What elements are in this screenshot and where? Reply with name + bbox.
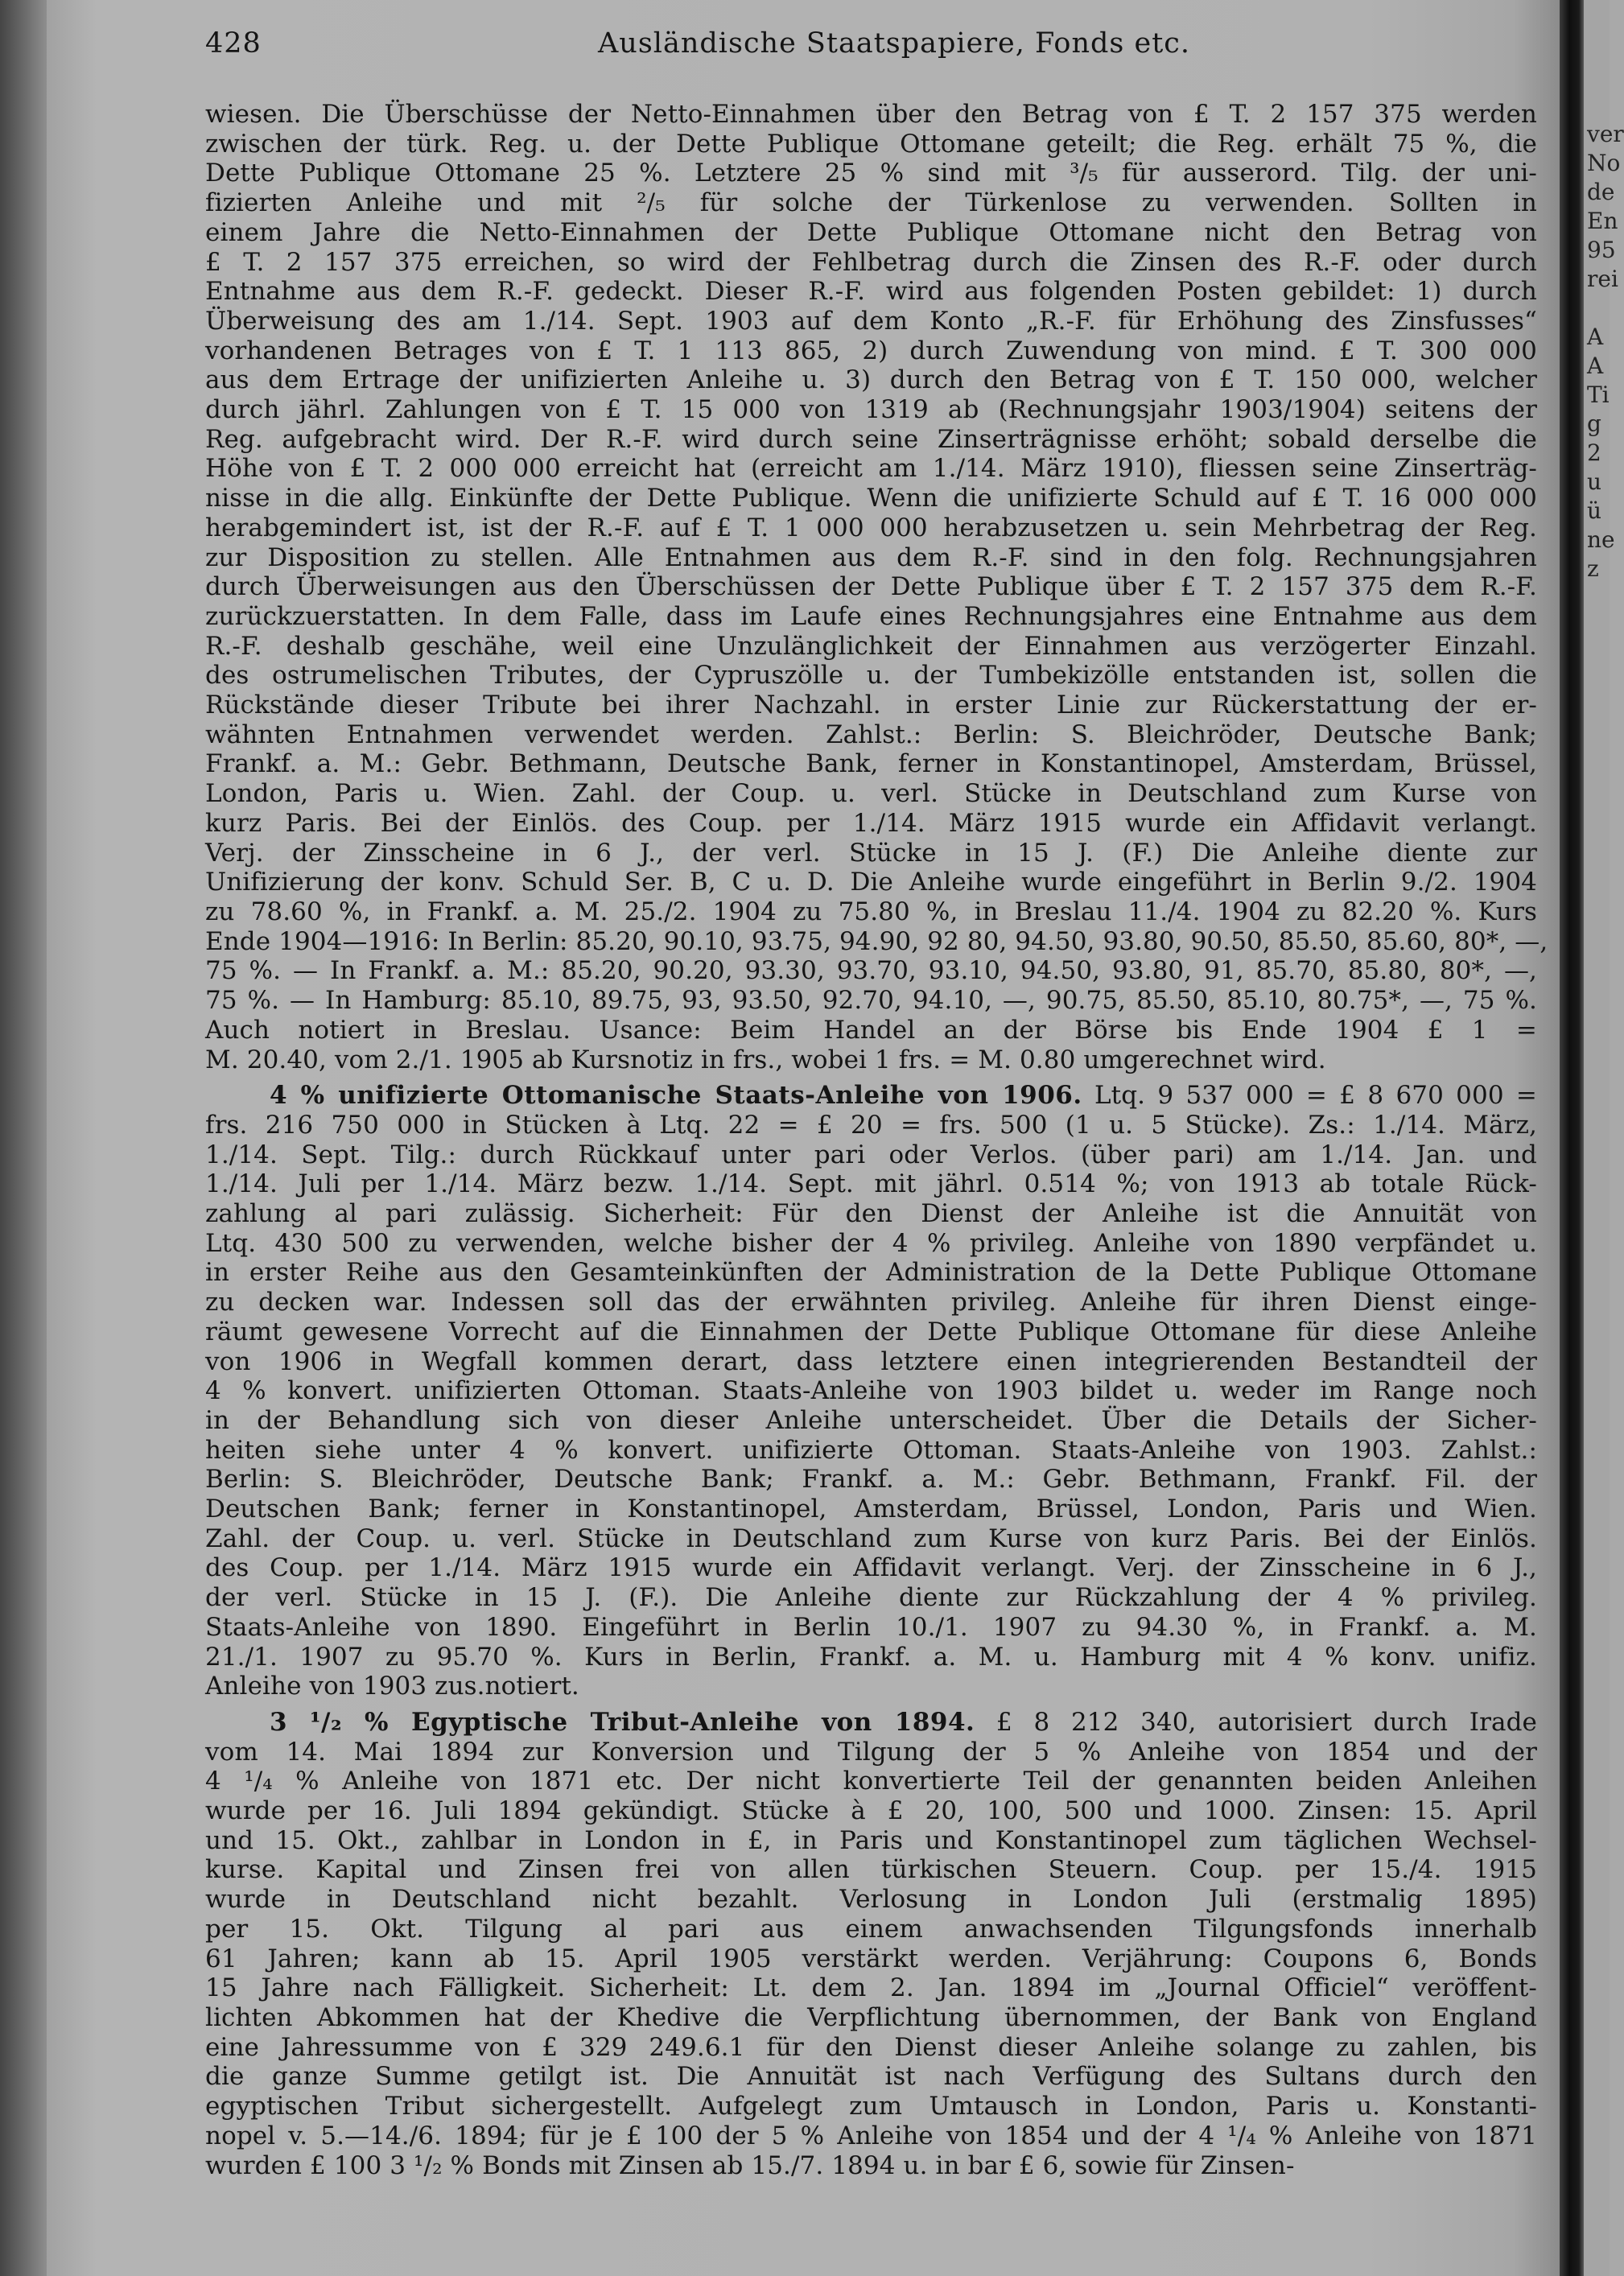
text-line <box>205 809 1537 839</box>
facing-page-fragment: de <box>1587 179 1615 205</box>
text-line <box>205 454 1537 484</box>
running-title: Ausländische Staatspapiere, Fonds etc. <box>598 27 1190 60</box>
paragraph-cont <box>205 100 1548 1074</box>
line-text: Reg. aufgebracht wird. Der R.-F. wird durch seine Zinserträgnisse erhöht; sobald derselbe die <box>205 424 1537 454</box>
line-text: des ostrumelischen Tributes, der Cypruszölle u. der Tumbekizölle entstanden ist, sollen die <box>205 661 1537 691</box>
line-text: Anleihe von 1903 zus.notiert. <box>205 1672 579 1701</box>
facing-page-fragment: ver <box>1587 121 1624 147</box>
line-text: Ltq. 9 537 000 = £ 8 670 000 = <box>1094 1081 1537 1111</box>
text-line <box>205 749 1537 779</box>
page-body <box>205 100 1548 2180</box>
line-text: Berlin: S. Bleichröder, Deutsche Bank; Frankf. a. M.: Gebr. Bethmann, Frankf. Fil. der <box>205 1465 1537 1495</box>
text-line <box>205 602 1537 632</box>
line-text: fizierten Anleihe und mit ²/₅ für solche der Türkenlose zu verwenden. Sollten in <box>205 188 1537 218</box>
text-line <box>205 868 1537 897</box>
line-text: zwischen der türk. Reg. u. der Dette Publique Ottomane geteilt; die Reg. erhält 75 %, die <box>205 129 1537 159</box>
section-heading: 4 % unifizierte Ottomanische Staats-Anleihe von 1906. <box>270 1081 1082 1111</box>
text-line <box>205 1111 1537 1140</box>
text-line <box>205 1524 1537 1554</box>
text-line <box>205 1140 1537 1170</box>
text-line <box>205 1944 1537 1974</box>
text-line <box>205 1796 1537 1826</box>
facing-page-fragment: g <box>1587 410 1601 437</box>
text-line <box>205 1553 1537 1583</box>
text-line <box>205 1708 1537 1738</box>
line-text: 15 Jahre nach Fälligkeit. Sicherheit: Lt. dem 2. Jan. 1894 im „Journal Officiel“ veröffent- <box>205 1973 1537 2003</box>
line-text: wurden £ 100 3 ¹/₂ % Bonds mit Zinsen ab 15./7. 1894 u. in bar £ 6, sowie für Zinsen- <box>205 2150 1295 2180</box>
text-line <box>205 632 1537 662</box>
line-text: 4 ¹/₄ % Anleihe von 1871 etc. Der nicht konvertierte Teil der genannten beiden Anleihen <box>205 1767 1537 1796</box>
text-line <box>205 2121 1537 2151</box>
line-text: wurde in Deutschland nicht bezahlt. Verlosung in London Juli (erstmalig 1895) <box>205 1885 1537 1915</box>
text-line <box>205 1885 1537 1915</box>
line-text: der verl. Stücke in 15 J. (F.). Die Anleihe diente zur Rückzahlung der 4 % privileg. <box>205 1583 1537 1613</box>
line-text: 21./1. 1907 zu 95.70 %. Kurs in Berlin, Frankf. a. M. u. Hamburg mit 4 % konv. unifiz. <box>205 1642 1537 1672</box>
text-line <box>205 365 1537 395</box>
text-line <box>205 1855 1537 1885</box>
line-text: 75 %. — In Hamburg: 85.10, 89.75, 93, 93.50, 92.70, 94.10, —, 90.75, 85.50, 85.10, 80.75*, —, 75 %. <box>205 986 1537 1016</box>
line-text: Frankf. a. M.: Gebr. Bethmann, Deutsche Bank, ferner in Konstantinopel, Amsterdam, Brüssel, <box>205 749 1537 779</box>
line-text: Ende 1904—1916: In Berlin: 85.20, 90.10, 93.75, 94.90, 92 80, 94.50, 93.80, 90.50, 85.50, 85.60, 80*, —, <box>205 926 1548 956</box>
text-line <box>205 248 1537 278</box>
page-number: 428 <box>205 27 262 60</box>
text-line <box>205 1317 1537 1347</box>
page <box>205 16 1548 2180</box>
line-text: zurückzuerstatten. In dem Falle, dass im Laufe eines Rechnungsjahres eine Entnahme aus dem <box>205 601 1537 631</box>
facing-page-fragment: rei <box>1587 266 1618 292</box>
text-line <box>205 130 1537 159</box>
line-text: kurse. Kapital und Zinsen frei von allen türkischen Steuern. Coup. per 15./4. 1915 <box>205 1855 1537 1885</box>
line-text: £ 8 212 340, autorisiert durch Irade <box>996 1707 1537 1737</box>
text-line <box>205 188 1537 218</box>
text-line <box>205 1973 1537 2003</box>
page-left-shadow <box>0 0 47 2276</box>
text-line <box>205 2033 1537 2063</box>
line-text: vorhandenen Betrages von £ T. 1 113 865, 2) durch Zuwendung von mind. £ T. 300 000 <box>205 336 1537 365</box>
facing-page-fragment: A <box>1587 324 1604 350</box>
text-line <box>205 839 1537 868</box>
line-text: zur Disposition zu stellen. Alle Entnahmen aus dem R.-F. sind in den folg. Rechnungsjahren <box>205 542 1537 572</box>
text-line <box>205 1465 1537 1495</box>
line-text: R.-F. deshalb geschähe, weil eine Unzulänglichkeit der Einnahmen aus verzögerter Einzahl. <box>205 631 1537 661</box>
line-text: vom 14. Mai 1894 zur Konversion und Tilgung der 5 % Anleihe von 1854 und der <box>205 1737 1537 1767</box>
text-line <box>205 1915 1537 1944</box>
text-line <box>205 1672 1537 1701</box>
line-text: Staats-Anleihe von 1890. Eingeführt in Berlin 10./1. 1907 zu 94.30 %, in Frankf. a. M. <box>205 1612 1537 1642</box>
text-line <box>205 1045 1537 1075</box>
text-line <box>205 691 1537 720</box>
text-line <box>205 956 1537 986</box>
line-text: Deutschen Bank; ferner in Konstantinopel, Amsterdam, Brüssel, London, Paris und Wien. <box>205 1495 1537 1524</box>
text-line <box>205 1613 1537 1643</box>
text-line <box>205 159 1537 188</box>
text-line <box>205 2062 1537 2092</box>
text-line <box>205 543 1537 573</box>
text-line <box>205 1583 1537 1613</box>
line-text: Rückstände dieser Tribute bei ihrer Nachzahl. in erster Linie zur Rückerstattung der er- <box>205 691 1537 720</box>
facing-page-fragment: 95 <box>1587 237 1616 263</box>
line-text: des Coup. per 1./14. März 1915 wurde ein Affidavit verlangt. Verj. der Zinsscheine in 6 J., <box>205 1553 1537 1583</box>
text-line <box>205 1495 1537 1524</box>
facing-page-fragment: u <box>1587 468 1602 495</box>
line-text: 75 %. — In Frankf. a. M.: 85.20, 90.20, 93.30, 93.70, 93.10, 94.50, 93.80, 91, 85.70, 85.80, 80*, —, <box>205 956 1537 986</box>
text-line <box>205 307 1537 336</box>
text-line <box>205 425 1537 455</box>
line-text: 1./14. Sept. Tilg.: durch Rückkauf unter pari oder Verlos. (über pari) am 1./14. Jan. und <box>205 1140 1537 1169</box>
text-line <box>205 484 1537 513</box>
line-text: aus dem Ertrage der unifizierten Anleihe u. 3) durch den Betrag von £ T. 150 000, welcher <box>205 365 1537 395</box>
text-line <box>205 926 1548 957</box>
line-text: in der Behandlung sich von dieser Anleihe unterscheidet. Über die Details der Sicher- <box>205 1405 1537 1435</box>
facing-page-fragment: ne <box>1587 526 1615 553</box>
line-text: Überweisung des am 1./14. Sept. 1903 auf dem Konto „R.-F. für Erhöhung des Zinsfusses“ <box>205 306 1537 336</box>
line-text: egyptischen Tribut sichergestellt. Aufgelegt zum Umtausch in London, Paris u. Konstanti- <box>205 2092 1537 2121</box>
text-line <box>205 1169 1537 1199</box>
line-text: herabgemindert ist, ist der R.-F. auf £ T. 1 000 000 herabzusetzen u. sein Mehrbetrag der Reg. <box>205 513 1537 542</box>
line-text: Entnahme aus dem R.-F. gedeckt. Dieser R.-F. wird aus folgenden Posten gebildet: 1) durch <box>205 277 1537 307</box>
facing-page-fragment: ü <box>1587 497 1602 524</box>
facing-page-fragments <box>1587 121 1624 584</box>
text-line <box>205 1376 1537 1406</box>
line-text: räumt gewesene Vorrecht auf die Einnahmen der Dette Publique Ottomane für diese Anleihe <box>205 1317 1537 1346</box>
text-line <box>205 2151 1537 2181</box>
text-line <box>205 720 1537 750</box>
text-line <box>205 1406 1537 1436</box>
text-line <box>205 779 1537 809</box>
text-line <box>205 2003 1537 2033</box>
line-text: Unifizierung der konv. Schuld Ser. B, C u. D. Die Anleihe wurde eingeführt in Berlin 9./2. 1904 <box>205 868 1537 897</box>
line-text: zahlung al pari zulässig. Sicherheit: Für den Dienst der Anleihe ist die Annuität von <box>205 1199 1537 1229</box>
text-line <box>205 513 1537 543</box>
facing-page-fragment: 2 <box>1587 439 1601 466</box>
text-line <box>205 572 1537 602</box>
line-text: durch jährl. Zahlungen von £ T. 15 000 von 1319 ab (Rechnungsjahr 1903/1904) seitens der <box>205 395 1537 425</box>
line-text: per 15. Okt. Tilgung al pari aus einem anwachsenden Tilgungsfonds innerhalb <box>205 1914 1537 1944</box>
text-line <box>205 2092 1537 2121</box>
text-line <box>205 661 1537 691</box>
line-text: Höhe von £ T. 2 000 000 erreicht hat (erreicht am 1./14. März 1910), fliessen seine Zinserträg- <box>205 454 1537 484</box>
line-text: Dette Publique Ottomane 25 %. Letztere 25 % sind mit ³/₅ für ausserord. Tilg. der uni- <box>205 159 1537 188</box>
line-text: 61 Jahren; kann ab 15. April 1905 verstärkt werden. Verjährung: Coupons 6, Bonds <box>205 1944 1537 1973</box>
text-line <box>205 1081 1537 1111</box>
book-gutter <box>1560 0 1584 2276</box>
line-text: kurz Paris. Bei der Einlös. des Coup. per 1./14. März 1915 wurde ein Affidavit verlangt. <box>205 808 1537 838</box>
line-text: durch Überweisungen aus den Überschüssen der Dette Publique über £ T. 2 157 375 dem R.-F. <box>205 572 1537 602</box>
text-line <box>205 1436 1537 1466</box>
text-line <box>205 1643 1537 1672</box>
line-text: wiesen. Die Überschüsse der Netto-Einnahmen über den Betrag von £ T. 2 157 375 werden <box>205 100 1537 129</box>
text-line <box>205 100 1537 130</box>
text-line <box>205 1229 1537 1259</box>
line-text: heiten siehe unter 4 % konvert. unifizierte Ottoman. Staats-Anleihe von 1903. Zahlst.: <box>205 1435 1537 1465</box>
facing-page-fragment: En <box>1587 208 1618 234</box>
line-text: Verj. der Zinsscheine in 6 J., der verl. Stücke in 15 J. (F.) Die Anleihe diente zur <box>205 838 1537 868</box>
text-line <box>205 897 1537 927</box>
line-text: 4 % konvert. unifizierten Ottoman. Staats-Anleihe von 1903 bildet u. weder im Range noch <box>205 1376 1537 1406</box>
line-text: Ltq. 430 500 zu verwenden, welche bisher der 4 % privileg. Anleihe von 1890 verpfändet u. <box>205 1228 1537 1258</box>
line-text: wurde per 16. Juli 1894 gekündigt. Stücke à £ 20, 100, 500 und 1000. Zinsen: 15. April <box>205 1796 1537 1826</box>
line-text: frs. 216 750 000 in Stücken à Ltq. 22 = £ 20 = frs. 500 (1 u. 5 Stücke). Zs.: 1./14. März, <box>205 1110 1537 1140</box>
line-text: zu 78.60 %, in Frankf. a. M. 25./2. 1904 zu 75.80 %, in Breslau 11./4. 1904 zu 82.20 %. Kurs <box>205 897 1537 926</box>
line-text: und 15. Okt., zahlbar in London in £, in Paris und Konstantinopel zum täglichen Wechsel- <box>205 1825 1537 1855</box>
page-header <box>205 16 1537 64</box>
line-text: nopel v. 5.—14./6. 1894; für je £ 100 der 5 % Anleihe von 1854 und der 4 ¹/₄ % Anleihe von 1871 <box>205 2121 1537 2150</box>
line-text: einem Jahre die Netto-Einnahmen der Dette Publique Ottomane nicht den Betrag von <box>205 217 1537 247</box>
text-line <box>205 1347 1537 1377</box>
paragraph-anleihe-1906 <box>205 1081 1537 1701</box>
text-line <box>205 1288 1537 1317</box>
line-text: Zahl. der Coup. u. verl. Stücke in Deutschland zum Kurse von kurz Paris. Bei der Einlös. <box>205 1524 1537 1553</box>
line-text: die ganze Summe getilgt ist. Die Annuität ist nach Verfügung des Sultans durch den <box>205 2062 1537 2092</box>
text-line <box>205 1738 1537 1767</box>
text-line <box>205 277 1537 307</box>
text-line <box>205 1016 1537 1045</box>
line-text: in erster Reihe aus den Gesamteinkünften der Administration de la Dette Publique Ottomane <box>205 1258 1537 1288</box>
facing-page-fragment <box>1587 295 1610 322</box>
text-line <box>205 218 1537 248</box>
line-text: lichten Abkommen hat der Khedive die Verpflichtung übernommen, der Bank von England <box>205 2003 1537 2032</box>
line-text: Auch notiert in Breslau. Usance: Beim Handel an der Börse bis Ende 1904 £ 1 = <box>205 1015 1537 1045</box>
line-text: eine Jahressumme von £ 329 249.6.1 für den Dienst dieser Anleihe solange zu zahlen, bis <box>205 2032 1537 2062</box>
text-line <box>205 395 1537 425</box>
paragraph-tribut-1894 <box>205 1708 1537 2180</box>
text-line <box>205 1767 1537 1796</box>
text-line <box>205 1199 1537 1229</box>
text-line <box>205 1826 1537 1856</box>
line-text: 1./14. Juli per 1./14. März bezw. 1./14. Sept. mit jährl. 0.514 %; von 1913 ab totale Rück- <box>205 1169 1537 1199</box>
text-line <box>205 1258 1537 1288</box>
section-heading: 3 ¹/₂ % Egyptische Tribut-Anleihe von 1894. <box>270 1707 975 1737</box>
line-text: zu decken war. Indessen soll das der erwähnten privileg. Anleihe für ihren Dienst einge- <box>205 1288 1537 1317</box>
text-line <box>205 986 1537 1016</box>
line-text: £ T. 2 157 375 erreichen, so wird der Fehlbetrag durch die Zinsen des R.-F. oder durch <box>205 247 1537 277</box>
line-text: M. 20.40, vom 2./1. 1905 ab Kursnotiz in frs., wobei 1 frs. = M. 0.80 umgerechnet wird. <box>205 1045 1326 1074</box>
facing-page-fragment: No <box>1587 150 1621 176</box>
line-text: London, Paris u. Wien. Zahl. der Coup. u. verl. Stücke in Deutschland zum Kurse von <box>205 779 1537 809</box>
line-text: wähnten Entnahmen verwendet werden. Zahlst.: Berlin: S. Bleichröder, Deutsche Bank; <box>205 719 1537 749</box>
line-text: nisse in die allg. Einkünfte der Dette Publique. Wenn die unifizierte Schuld auf £ T. 16 000 000 <box>205 484 1537 513</box>
facing-page-fragment: A <box>1587 353 1604 379</box>
line-text: von 1906 in Wegfall kommen derart, dass letztere einen integrierenden Bestandteil der <box>205 1346 1537 1376</box>
facing-page-fragment: z <box>1587 555 1599 582</box>
text-line <box>205 336 1537 366</box>
facing-page-fragment: Ti <box>1587 381 1610 408</box>
